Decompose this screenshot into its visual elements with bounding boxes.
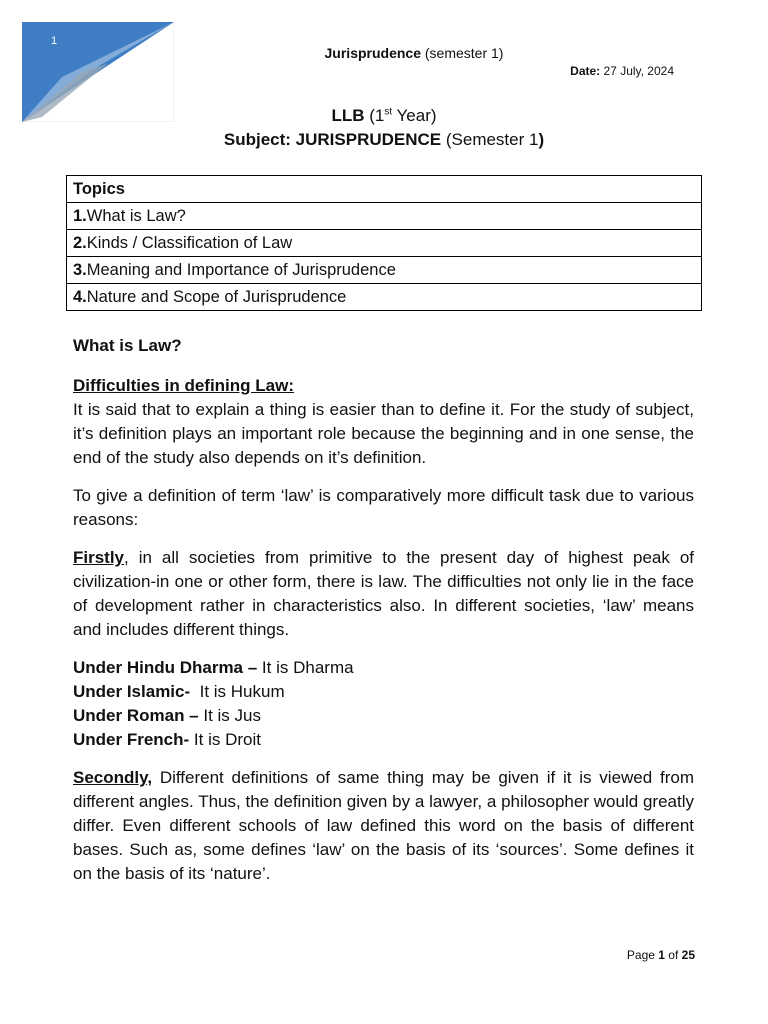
term-line: [73, 728, 694, 752]
term-text: It is Jus: [198, 706, 261, 725]
date-label: Date:: [570, 64, 601, 78]
footer-page-current: 1: [658, 948, 665, 962]
topic-number: 2.: [73, 233, 87, 252]
topic-text: Nature and Scope of Jurisprudence: [86, 287, 347, 306]
date-value: 27 July, 2024: [600, 64, 674, 78]
term-line: [73, 680, 694, 704]
header-title: [0, 45, 768, 61]
topic-number: 3.: [73, 260, 87, 279]
term-text: It is Hukum: [190, 682, 285, 701]
header-date: [570, 64, 674, 78]
header-title-rest: (semester 1): [421, 45, 504, 61]
term-line: [73, 656, 694, 680]
firstly-text: , in all societies from primitive to the present day of highest peak of civilization-in one or other form, there is law. The difficulties not only lie in the face of development rather in characteristics also. In different societies, ‘law’ means and includes different things.: [73, 548, 694, 639]
paragraph-secondly: [73, 766, 694, 886]
term-label: Under French-: [73, 730, 190, 749]
term-text: It is Dharma: [257, 658, 354, 677]
page-footer: [627, 948, 695, 962]
topics-header-row: [67, 176, 702, 203]
topic-row: [67, 257, 702, 284]
firstly-label: Firstly: [73, 548, 125, 567]
topic-number: 1.: [73, 206, 87, 225]
header-title-bold: Jurisprudence: [324, 45, 421, 61]
title-year-sup: st: [384, 106, 393, 118]
term-label: Under Hindu Dharma –: [73, 658, 258, 677]
footer-of-word: of: [664, 948, 682, 962]
footer-page-total: 25: [681, 948, 695, 962]
topic-row: [67, 284, 702, 311]
doc-title-line2: [0, 130, 768, 150]
term-text: It is Droit: [189, 730, 261, 749]
title-close-paren: ): [538, 130, 545, 149]
topic-text: Meaning and Importance of Jurisprudence: [86, 260, 396, 279]
term-line: [73, 704, 694, 728]
topics-table: [66, 175, 702, 311]
doc-title-line1: [0, 106, 768, 126]
topic-text: What is Law?: [86, 206, 186, 225]
section-heading: What is Law?: [73, 336, 182, 355]
title-llb: LLB: [331, 106, 365, 125]
topic-row: [67, 203, 702, 230]
title-year-open: (1: [364, 106, 385, 125]
topic-number: 4.: [73, 287, 87, 306]
secondly-text: Different definitions of same thing may be given if it is viewed from different angles. Thus, the definition given by a lawyer, a philosopher would greatly differ. Even different schools of law defined this word on the basis of different bases. Such as, some defines ‘law’ on the basis of its ‘sources’. Some defines it on the basis of its ‘nature’.: [73, 768, 694, 883]
paragraph-1: It is said that to explain a thing is easier than to define it. For the study of subject, it’s definition plays an important role because the beginning and in one sense, the end of the study also depends on it’s definition.: [73, 400, 694, 467]
title-subject: Subject: JURISPRUDENCE: [223, 130, 442, 149]
term-label: Under Islamic-: [73, 682, 191, 701]
paragraph-2: To give a definition of term ‘law’ is comparatively more difficult task due to various reasons:: [73, 486, 694, 529]
term-label: Under Roman –: [73, 706, 199, 725]
paragraph-firstly: [73, 546, 694, 642]
title-semester: (Semester 1: [441, 130, 539, 149]
subheading: Difficulties in defining Law:: [73, 376, 294, 395]
terms-list: [73, 656, 694, 752]
topics-header: Topics: [67, 176, 702, 203]
topic-text: Kinds / Classification of Law: [86, 233, 293, 252]
footer-page-word: Page: [626, 948, 659, 962]
corner-page-number: 1: [51, 35, 58, 47]
secondly-label: Secondly,: [73, 768, 153, 787]
topic-row: [67, 230, 702, 257]
title-year-close: Year): [392, 106, 437, 125]
